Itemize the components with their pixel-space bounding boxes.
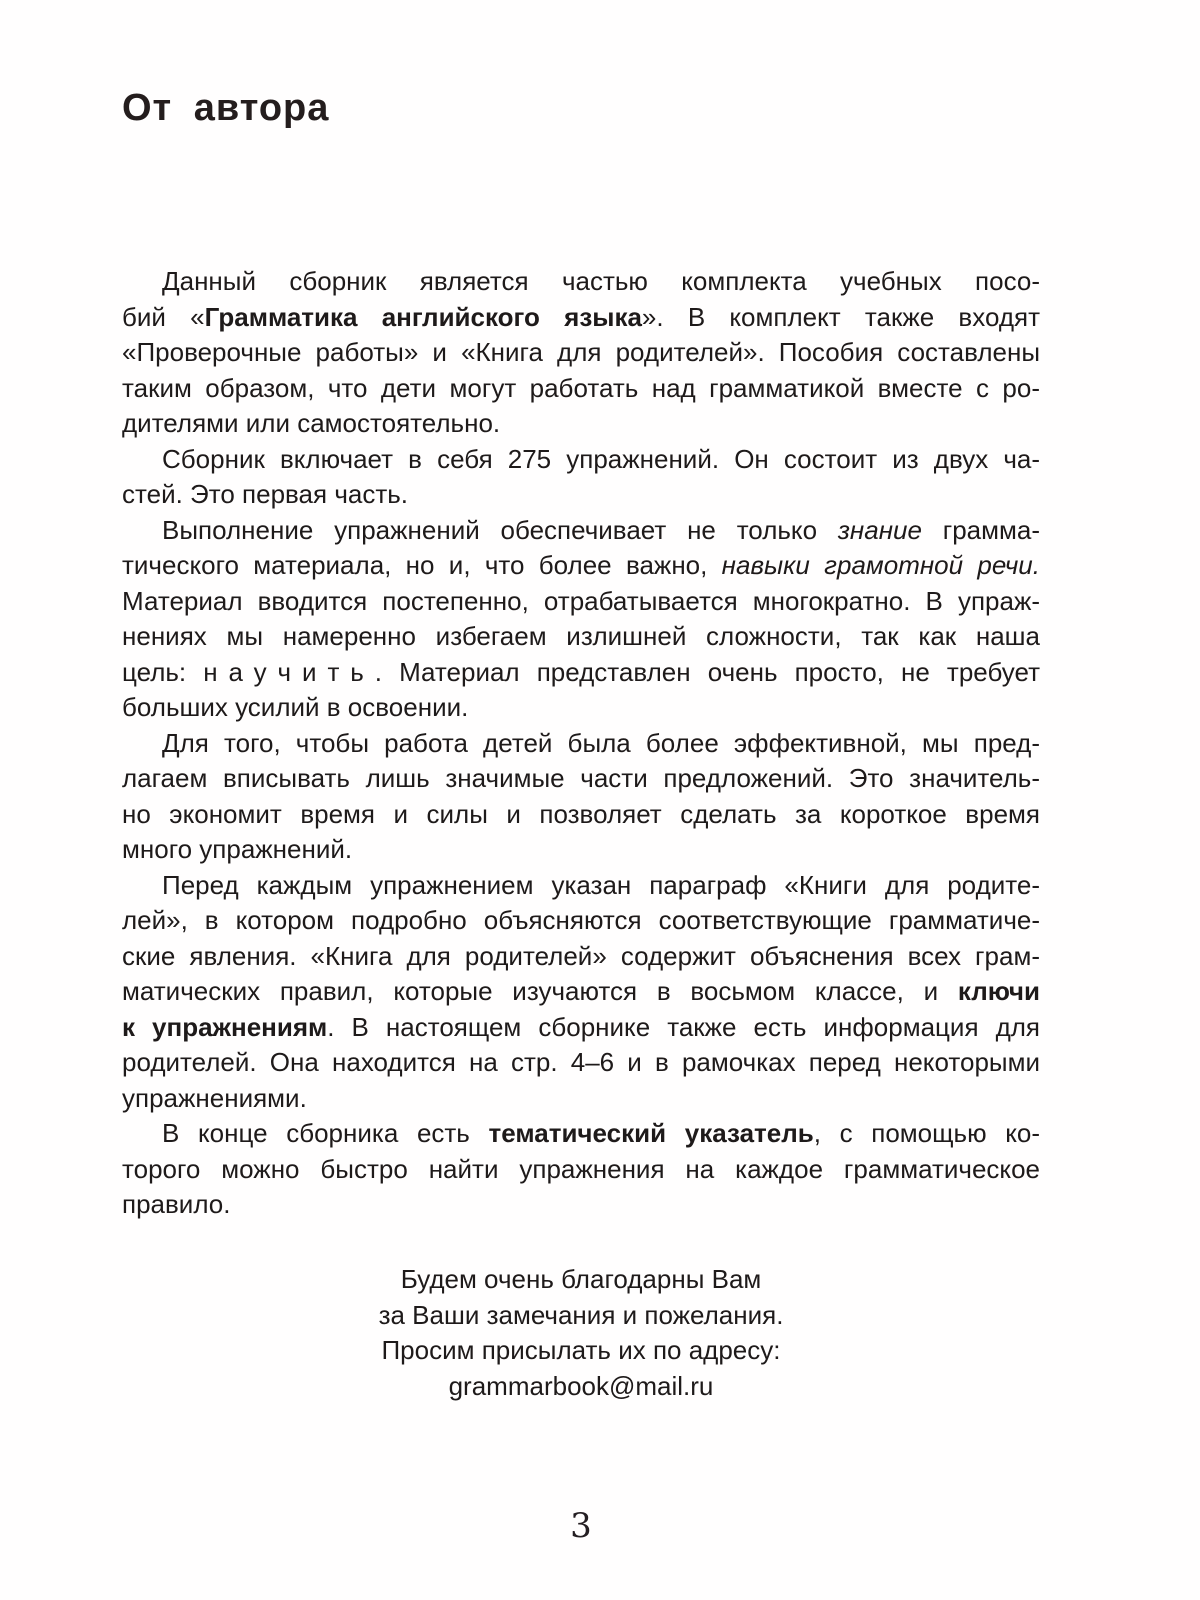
- text-run: упражнениями.: [122, 1082, 307, 1113]
- closing-line: за Ваши замечания и пожелания.: [378, 1299, 784, 1330]
- text-run: Выполнение упражнений обеспечивает не только: [162, 514, 838, 545]
- text-run: Материал вводится постепенно, отрабатывается многократно. В упраж-: [122, 585, 1040, 616]
- text-run: В конце сборника есть: [162, 1118, 489, 1148]
- text-run: Сборник включает в себя 275 упражнений. Он состоит из двух ча-: [162, 443, 1040, 474]
- text-line: [122, 1116, 1040, 1152]
- text-line: [122, 264, 1040, 300]
- text-line: [122, 690, 1040, 726]
- text-run: больших усилий в освоении.: [122, 692, 469, 722]
- text-run: ские явления. «Книга для родителей» содержит объяснения всех грам-: [122, 940, 1040, 971]
- text-line: [122, 832, 1040, 868]
- text-run: цель:: [122, 656, 204, 687]
- text-line: [122, 868, 1040, 904]
- text-line: [122, 584, 1040, 620]
- closing-line: Будем очень благодарны Вам: [400, 1264, 762, 1294]
- body-text: [122, 264, 1040, 1223]
- bold-text: тематический указатель: [488, 1118, 814, 1148]
- text-line: [122, 335, 1040, 371]
- text-run: тического материала, но и, что более важно,: [122, 550, 722, 580]
- text-run: , с помощью ко-: [813, 1118, 1041, 1148]
- bold-text: ключи: [957, 976, 1040, 1006]
- spaced-text: научить: [203, 656, 375, 687]
- text-run: правило.: [122, 1189, 231, 1219]
- text-run: лагаем вписывать лишь значимые части предложений. Это значитель-: [122, 763, 1040, 793]
- page-title: От автора: [122, 87, 330, 129]
- text-line: [122, 761, 1040, 797]
- text-line: [122, 548, 1040, 584]
- text-line: [122, 371, 1040, 407]
- text-run: «Проверочные работы» и «Книга для родителей». Пособия составлены: [122, 337, 1040, 367]
- paragraph: [122, 726, 1040, 868]
- text-run: родителей. Она находится на стр. 4–6 и в рамочках перед некоторыми: [122, 1047, 1040, 1077]
- closing-block: [122, 1262, 1040, 1404]
- text-line: [122, 797, 1040, 833]
- text-run: но экономит время и силы и позволяет сделать за короткое время: [122, 798, 1040, 829]
- text-run: лей», в котором подробно объясняются соответствующие грамматиче-: [122, 905, 1040, 935]
- closing-line: Просим присылать их по адресу:: [381, 1335, 781, 1365]
- paragraph: [122, 513, 1040, 726]
- text-run: . В настоящем сборнике также есть информация для: [327, 1011, 1040, 1042]
- text-run: Для того, чтобы работа детей была более эффективной, мы пред-: [162, 727, 1040, 758]
- text-line: [122, 300, 1040, 336]
- text-line: [122, 406, 1040, 442]
- text-line: [122, 1010, 1040, 1046]
- text-run: нениях мы намеренно избегаем излишней сложности, так как наша: [122, 621, 1040, 651]
- paragraph: [122, 1116, 1040, 1223]
- text-run: Перед каждым упражнением указан параграф «Книги для родите-: [162, 869, 1040, 900]
- paragraph: [122, 868, 1040, 1117]
- text-line: [122, 903, 1040, 939]
- text-run: . Материал представлен очень просто, не требует: [374, 656, 1040, 687]
- text-line: [122, 619, 1040, 655]
- text-line: [122, 1045, 1040, 1081]
- text-run: грамма-: [921, 514, 1041, 545]
- bold-text: Грамматика английского языка: [204, 301, 642, 332]
- text-line: [122, 1152, 1040, 1188]
- text-run: торого можно быстро найти упражнения на каждое грамматическое: [122, 1153, 1040, 1184]
- text-line: [122, 1081, 1040, 1117]
- text-line: [122, 513, 1040, 549]
- italic-text: навыки грамотной речи.: [721, 550, 1040, 580]
- paragraph: [122, 264, 1040, 442]
- text-line: [122, 655, 1040, 691]
- text-run: матических правил, которые изучаются в восьмом классе, и: [122, 976, 958, 1006]
- closing-line: grammarbook@mail.ru: [448, 1370, 714, 1401]
- text-run: дителями или самостоятельно.: [122, 408, 501, 438]
- italic-text: знание: [837, 514, 922, 545]
- text-line: [122, 442, 1040, 478]
- page-number: 3: [570, 1506, 592, 1546]
- text-run: бий «: [122, 301, 205, 332]
- text-line: [122, 974, 1040, 1010]
- text-run: Данный сборник является частью комплекта учебных посо-: [162, 266, 1040, 296]
- paragraph: [122, 442, 1040, 513]
- text-line: [122, 477, 1040, 513]
- text-run: много упражнений.: [122, 834, 353, 864]
- text-line: [122, 939, 1040, 975]
- text-run: ». В комплект также входят: [641, 301, 1040, 332]
- text-run: таким образом, что дети могут работать над грамматикой вместе с ро-: [122, 372, 1040, 403]
- text-line: [122, 1187, 1040, 1223]
- text-line: [122, 726, 1040, 762]
- bold-text: к упражнениям: [122, 1011, 328, 1042]
- text-run: стей. Это первая часть.: [122, 479, 408, 509]
